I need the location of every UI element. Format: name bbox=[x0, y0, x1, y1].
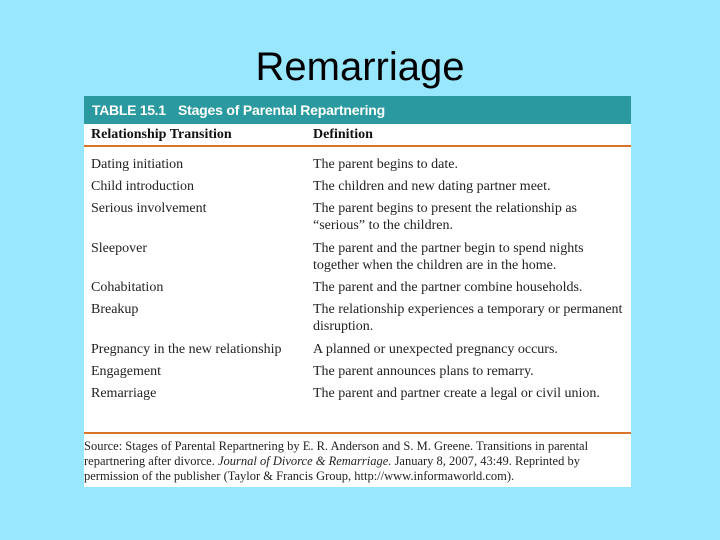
source-text: Source: Stages of Parental Repartnering by E. R. Anderson and S. M. Greene. Transitions in parental repartnering after divorce. bbox=[84, 439, 589, 468]
row-definition: The parent and the partner begin to spend nights together when the children are in the home. bbox=[313, 241, 584, 273]
table-number: TABLE 15.1 bbox=[92, 102, 166, 118]
row-term: Engagement bbox=[91, 364, 161, 379]
source-divider bbox=[84, 432, 631, 434]
row-term: Serious involvement bbox=[91, 201, 207, 216]
table-source-note bbox=[84, 439, 629, 484]
row-term: Breakup bbox=[91, 302, 139, 317]
row-definition: The parent announces plans to remarry. bbox=[313, 364, 534, 379]
source-journal: Journal of Divorce & Remarriage. bbox=[217, 454, 392, 468]
row-term: Remarriage bbox=[91, 386, 157, 401]
row-term: Sleepover bbox=[91, 241, 147, 256]
table-caption: Stages of Parental Repartnering bbox=[178, 102, 385, 118]
column-header-definition: Definition bbox=[313, 127, 373, 142]
header-divider bbox=[84, 145, 631, 147]
row-definition: The parent and the partner combine households. bbox=[313, 280, 583, 295]
row-definition: The children and new dating partner meet. bbox=[313, 179, 551, 194]
repartnering-table bbox=[84, 96, 631, 487]
row-term: Dating initiation bbox=[91, 157, 184, 172]
row-definition: The parent begins to present the relationship as “serious” to the children. bbox=[313, 201, 577, 233]
row-definition: A planned or unexpected pregnancy occurs. bbox=[313, 342, 558, 357]
slide-title: Remarriage bbox=[255, 45, 465, 89]
source-text-continued: January 8, 2007, 43:49. Reprinted by permission of the publisher (Taylor & Francis Group, http://www.informaworld.com). bbox=[84, 454, 580, 483]
row-definition: The relationship experiences a temporary or permanent disruption. bbox=[313, 302, 623, 334]
row-term: Child introduction bbox=[91, 179, 195, 194]
row-term: Pregnancy in the new relationship bbox=[91, 342, 282, 357]
column-header-transition: Relationship Transition bbox=[91, 127, 232, 142]
table-caption-bar bbox=[84, 96, 631, 124]
row-term: Cohabitation bbox=[91, 280, 164, 295]
row-definition: The parent and partner create a legal or civil union. bbox=[313, 386, 600, 401]
row-definition: The parent begins to date. bbox=[313, 157, 459, 172]
